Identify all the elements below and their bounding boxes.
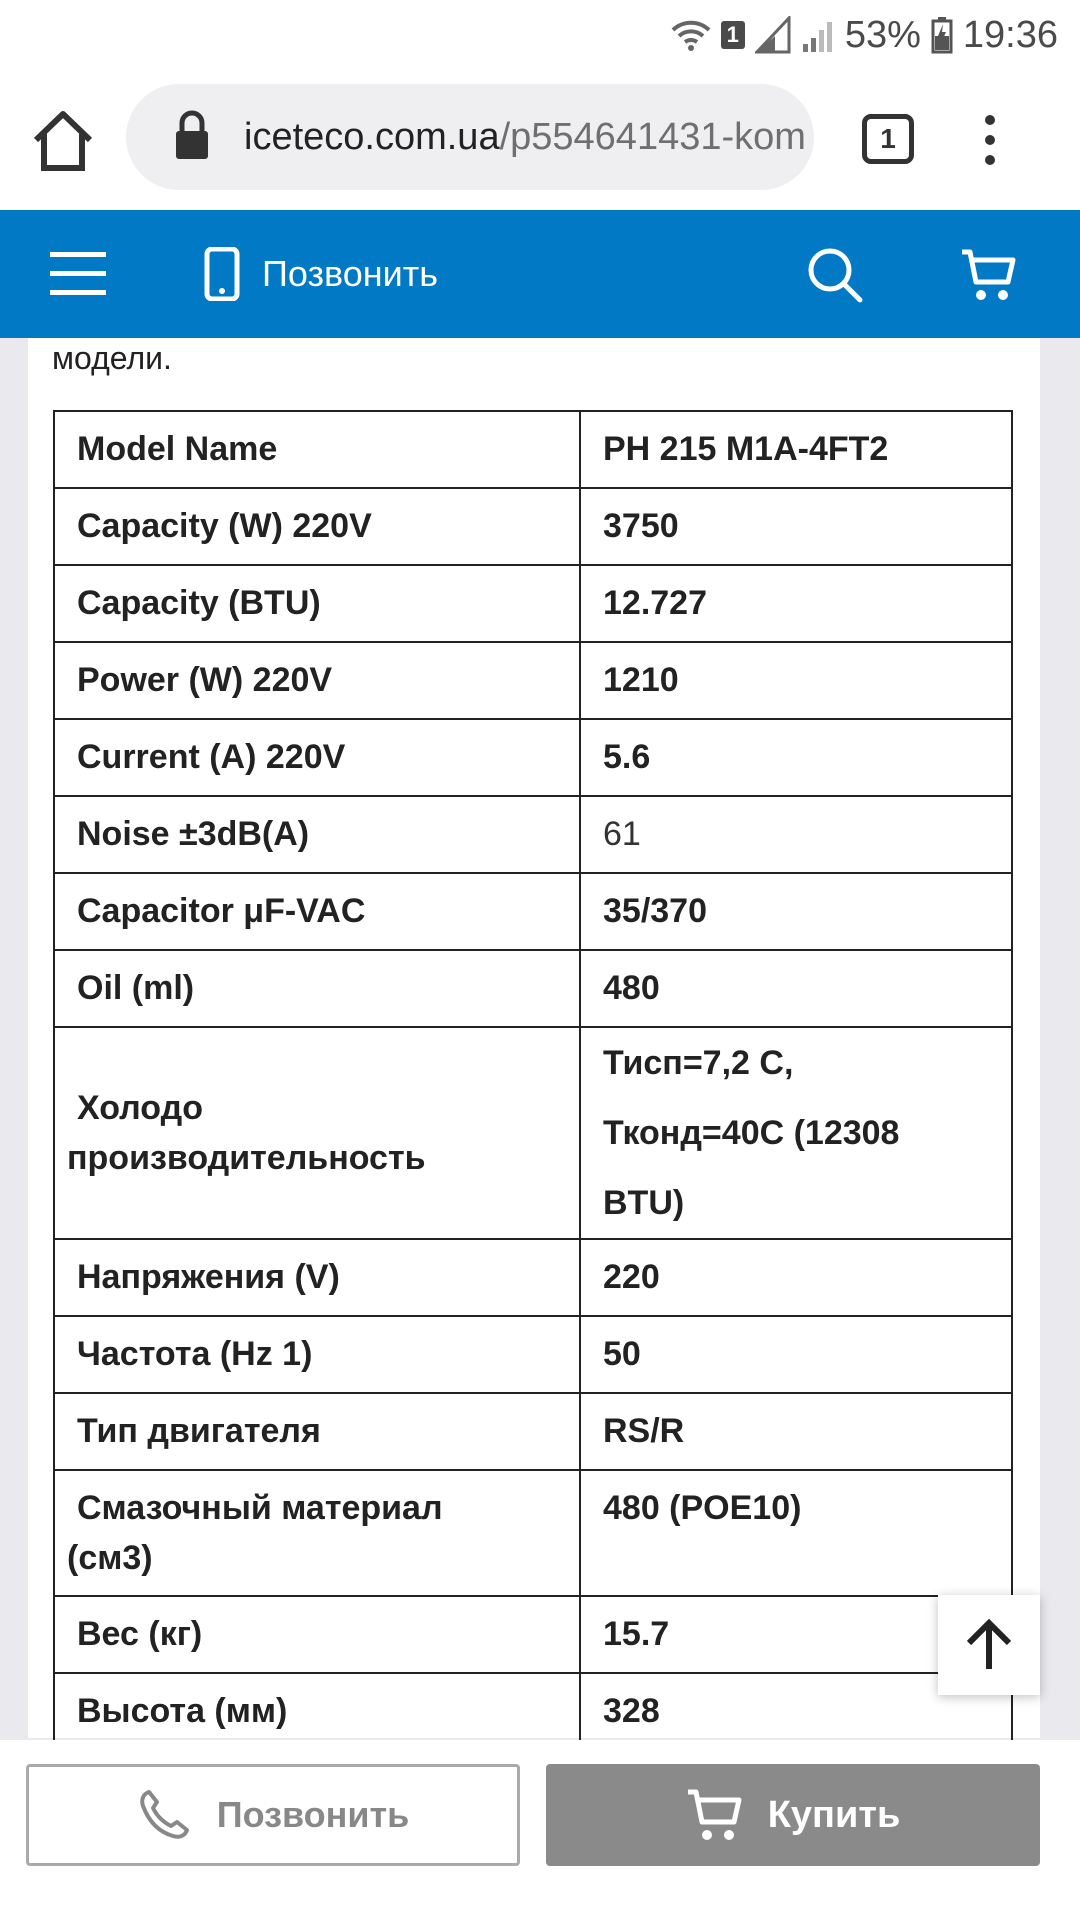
tab-switcher-button[interactable]: 1 [862, 114, 914, 164]
table-row [54, 488, 1012, 565]
table-row [54, 642, 1012, 719]
spec-value: 328 [580, 1673, 1012, 1750]
table-row [54, 1673, 1012, 1750]
spec-value: 1210 [580, 642, 1012, 719]
signal-2-icon [801, 16, 835, 54]
table-row [54, 411, 1012, 488]
clock: 19:36 [962, 13, 1058, 56]
spec-value: 480 (POE10) [580, 1470, 1012, 1596]
spec-key: Высота (мм) [54, 1673, 580, 1750]
spec-key-line: Холодо [77, 1089, 203, 1127]
call-button-label: Позвонить [216, 1794, 410, 1835]
lock-icon [170, 107, 214, 167]
spec-key: Напряжения (V) [54, 1239, 580, 1316]
spec-value [580, 1027, 1012, 1239]
sim-badge: 1 [721, 21, 745, 49]
table-row [54, 719, 1012, 796]
spec-value-line: Тисп=7,2 С, [603, 1044, 794, 1082]
spec-value: RS/R [580, 1393, 1012, 1470]
battery-percent: 53% [844, 13, 921, 56]
spec-key: Capacity (W) 220V [54, 488, 580, 565]
spec-key: Capacitor μF-VAC [54, 873, 580, 950]
spec-value: 3750 [580, 488, 1012, 565]
header-call-link[interactable] [204, 246, 438, 302]
search-icon[interactable] [806, 246, 864, 304]
signal-icon [755, 16, 791, 54]
home-icon[interactable] [28, 106, 98, 176]
table-row [54, 796, 1012, 873]
table-row [54, 565, 1012, 642]
bottom-action-bar [0, 1740, 1080, 1920]
cart-icon [686, 1786, 742, 1844]
table-row [54, 1596, 1012, 1673]
spec-value: 15.7 [580, 1596, 1012, 1673]
address-bar[interactable] [126, 84, 814, 190]
spec-value-line: Тконд=40С (12308 BTU) [603, 1114, 900, 1222]
spec-key: Частота (Hz 1) [54, 1316, 580, 1393]
spec-value: 50 [580, 1316, 1012, 1393]
spec-key-line: Смазочный материал [77, 1489, 443, 1527]
url-text [244, 116, 806, 159]
spec-key: Тип двигателя [54, 1393, 580, 1470]
spec-key [54, 1027, 580, 1239]
browser-toolbar [0, 70, 1080, 210]
header-call-label: Позвонить [262, 253, 438, 294]
table-row [54, 1316, 1012, 1393]
spec-key [54, 1470, 580, 1596]
spec-value: 5.6 [580, 719, 1012, 796]
hamburger-menu-icon[interactable] [50, 250, 106, 298]
url-path: /p554641431-kom [499, 115, 806, 158]
buy-button-label: Купить [767, 1793, 901, 1836]
spec-key: Вес (кг) [54, 1596, 580, 1673]
wifi-icon [671, 18, 711, 52]
table-row [54, 1027, 1012, 1239]
intro-text: модели. [52, 340, 172, 376]
spec-value: 61 [580, 796, 1012, 873]
spec-key-line: (см3) [67, 1539, 153, 1577]
spec-key: Oil (ml) [54, 950, 580, 1027]
arrow-up-icon [938, 1595, 1040, 1695]
table-row [54, 950, 1012, 1027]
spec-key-line: производительность [67, 1139, 426, 1177]
spec-table [53, 410, 1013, 1751]
spec-key: Capacity (BTU) [54, 565, 580, 642]
site-header [0, 210, 1080, 338]
buy-button[interactable] [546, 1764, 1040, 1866]
spec-key: Model Name [54, 411, 580, 488]
spec-key: Power (W) 220V [54, 642, 580, 719]
phone-icon [137, 1788, 191, 1842]
table-row [54, 1470, 1012, 1596]
spec-key: Current (A) 220V [54, 719, 580, 796]
battery-charging-icon [931, 16, 953, 54]
status-icons [671, 12, 1058, 58]
call-button[interactable] [26, 1764, 520, 1866]
cart-icon[interactable] [960, 246, 1016, 304]
smartphone-icon [204, 247, 240, 301]
spec-value: 220 [580, 1239, 1012, 1316]
status-bar [0, 0, 1080, 70]
table-row [54, 1393, 1012, 1470]
spec-value: 12.727 [580, 565, 1012, 642]
spec-value: 480 [580, 950, 1012, 1027]
scroll-to-top-button[interactable] [938, 1595, 1040, 1695]
more-vert-icon[interactable] [970, 110, 1010, 170]
table-row [54, 1239, 1012, 1316]
url-host: iceteco.com.ua [244, 115, 500, 158]
spec-key: Noise ±3dB(A) [54, 796, 580, 873]
table-row [54, 873, 1012, 950]
spec-value: PH 215 M1A-4FT2 [580, 411, 1012, 488]
spec-value: 35/370 [580, 873, 1012, 950]
